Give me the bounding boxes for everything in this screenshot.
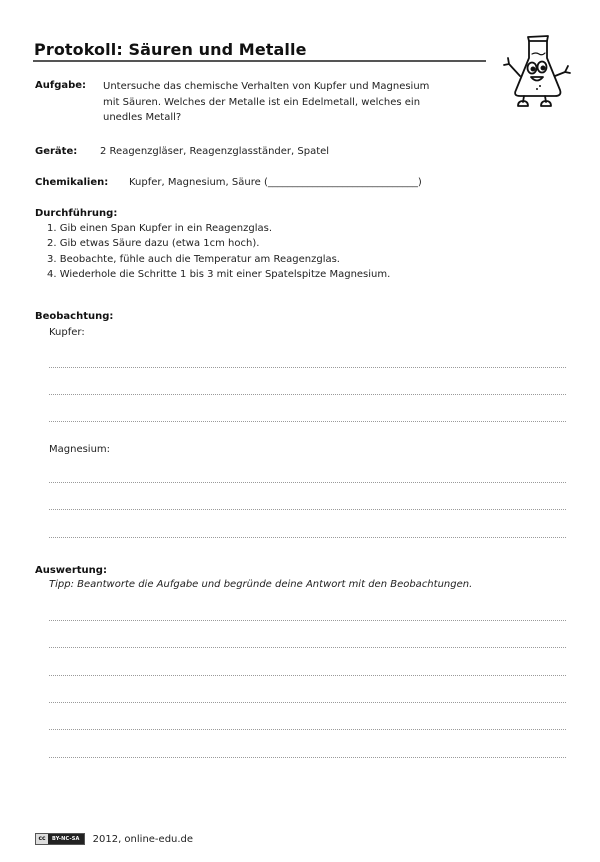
geraete-label: Geräte: bbox=[35, 146, 78, 157]
cc-license-badge bbox=[35, 833, 85, 845]
erlenmeyer-flask-mascot-icon bbox=[492, 32, 578, 118]
beobachtung-label: Beobachtung: bbox=[35, 311, 114, 322]
answer-line-kupfer[interactable] bbox=[49, 394, 566, 395]
answer-line-magnesium[interactable] bbox=[49, 537, 566, 538]
cc-icon: cc bbox=[38, 835, 46, 842]
answer-line-magnesium[interactable] bbox=[49, 482, 566, 483]
footer bbox=[35, 833, 193, 845]
answer-line-auswertung[interactable] bbox=[49, 757, 566, 758]
auswertung-tipp: Tipp: Beantworte die Aufgabe und begründe deine Antwort mit den Beobachtungen. bbox=[49, 579, 473, 590]
auswertung-label: Auswertung: bbox=[35, 565, 107, 576]
procedure-steps bbox=[47, 221, 390, 282]
procedure-step: 1. Gib einen Span Kupfer in ein Reagenzglas. bbox=[47, 223, 273, 234]
chemikalien-value: Kupfer, Magnesium, Säure (______________________________) bbox=[129, 177, 422, 188]
license-terms: BY-NC-SA bbox=[48, 834, 84, 844]
magnesium-label: Magnesium: bbox=[49, 444, 111, 455]
page-title: Protokoll: Säuren und Metalle bbox=[34, 40, 307, 59]
geraete-value: 2 Reagenzgläser, Reagenzglasständer, Spatel bbox=[100, 146, 330, 157]
aufgabe-label: Aufgabe: bbox=[35, 80, 87, 91]
answer-line-kupfer[interactable] bbox=[49, 421, 566, 422]
answer-line-auswertung[interactable] bbox=[49, 675, 566, 676]
procedure-step: 3. Beobachte, fühle auch die Temperatur am Reagenzglas. bbox=[47, 253, 340, 265]
aufgabe-line: mit Säuren. Welches der Metalle ist ein Edelmetall, welches ein bbox=[103, 96, 421, 108]
aufgabe-line: Untersuche das chemische Verhalten von Kupfer und Magnesium bbox=[103, 81, 430, 92]
answer-line-auswertung[interactable] bbox=[49, 647, 566, 648]
procedure-step: 4. Wiederhole die Schritte 1 bis 3 mit einer Spatelspitze Magnesium. bbox=[47, 268, 391, 280]
chemikalien-label: Chemikalien: bbox=[35, 177, 109, 188]
answer-line-kupfer[interactable] bbox=[49, 367, 566, 368]
answer-line-magnesium[interactable] bbox=[49, 509, 566, 510]
footer-text: 2012, online-edu.de bbox=[92, 833, 194, 845]
answer-line-auswertung[interactable] bbox=[49, 729, 566, 730]
answer-line-auswertung[interactable] bbox=[49, 620, 566, 621]
kupfer-label: Kupfer: bbox=[49, 327, 85, 338]
title-underline bbox=[33, 60, 486, 62]
answer-line-auswertung[interactable] bbox=[49, 702, 566, 703]
durchfuehrung-label: Durchführung: bbox=[35, 208, 118, 219]
procedure-step: 2. Gib etwas Säure dazu (etwa 1cm hoch). bbox=[47, 238, 260, 250]
aufgabe-line: unedles Metall? bbox=[103, 112, 182, 123]
aufgabe-text bbox=[103, 79, 503, 126]
